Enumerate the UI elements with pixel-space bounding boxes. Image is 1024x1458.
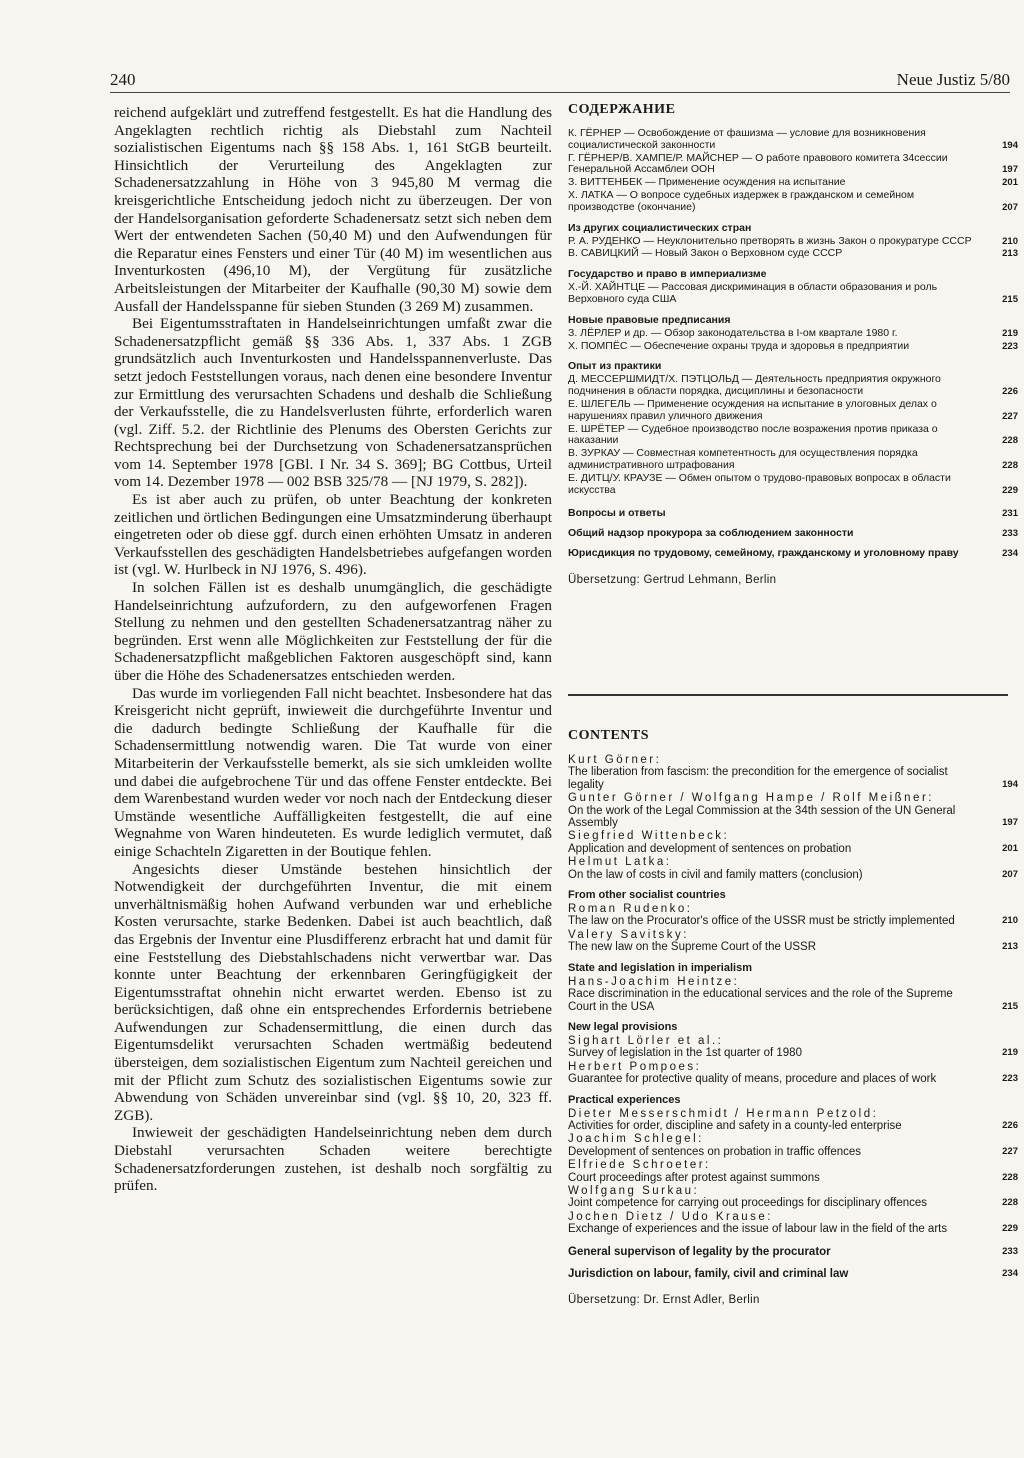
- toc-page: 234: [1002, 1268, 1018, 1279]
- toc-entry: [568, 341, 1018, 353]
- article-paragraph: reichend aufgeklärt und zutreffend festgestellt. Es hat die Handlung des Angeklagten rechtlich richtig als Diebstahl zum Nachteil sozialistischen Eigentums nach §§ 158 Abs. 1, 161 StGB beurteilt. Hinsichtlich der Verurteilung des Angeklagten zur Schadenersatzzahlung in Höhe von 3 945,80 M vermag die kreisgerichtliche Entscheidung jedoch nicht zu überzeugen. Der von der Handelsorganisation geforderte Schadenersatz setzt sich neben dem Wert der entwendeten Sachen (50,40 M) und den Aufwendungen für die Reparatur eines Fensters und einer Tür (40 M) im wesentlichen aus Inventurkosten (496,10 M), der Vergütung für zusätzliche Arbeitsleistungen der Mitarbeiter der Kaufhalle (90,30 M) sowie dem Ausfall der Handelsspanne für sieben Stunden (3 269 M) zusammen.: [114, 104, 552, 315]
- toc-entry: [568, 177, 1018, 189]
- toc-author: Hans-Joachim Heintze:: [568, 975, 740, 988]
- toc-author: Joachim Schlegel:: [568, 1133, 704, 1146]
- toc-entry: [568, 976, 1018, 1013]
- toc-entry: [568, 1268, 1018, 1280]
- page-header: [110, 70, 1010, 92]
- article-paragraph: Bei Eigentumsstraftaten in Handelseinrichtungen umfaßt zwar die Schadenersatzpflicht gemäß §§ 336 Abs. 1, 337 Abs. 1 ZGB grundsätzlich auch Inventurkosten und Handelsspannenverluste. Das setzt jedoch Feststellungen voraus, nach denen eine besondere Inventur zur Ermittlung des verursachten Schadens und deshalb die Schließung der Verkaufsstelle, die zu Handelsverlusten führte, erforderlich waren (vgl. Ziff. 5.2. der Richtlinie des Plenums des Obersten Gerichts zur Rechtsprechung bei der Durchsetzung von Schadenersatzansprüchen vom 14. September 1978 [GBl. I Nr. 34 S. 369]; BG Cottbus, Urteil vom 14. Dezember 1978 — 002 BSB 325/78 — [NJ 1979, S. 282]).: [114, 315, 552, 491]
- russian-contents-title: СОДЕРЖАНИЕ: [568, 102, 676, 117]
- article-paragraph: Es ist aber auch zu prüfen, ob unter Beachtung der konkreten zeitlichen und örtlichen Bedingungen eine Umsatzminderung überhaupt eingetreten oder ob diese ggf. durch einen erhöhten Umsatz in anderen Verkaufsstellen des geschädigten Handelsbetriebes aufgefangen worden ist (vgl. W. Hurlbeck in NJ 1976, S. 496).: [114, 491, 552, 579]
- toc-entry-text: Development of sentences on probation in traffic offences: [568, 1145, 862, 1158]
- toc-page: 229: [1002, 1223, 1018, 1235]
- toc-entry: [568, 399, 1018, 423]
- toc-page: 215: [1002, 293, 1018, 305]
- toc-page: 231: [1002, 508, 1018, 520]
- toc-entry-text: Jurisdiction on labour, family, civil and criminal law: [568, 1268, 849, 1280]
- toc-group-heading: Practical experiences: [568, 1093, 681, 1106]
- toc-page: 228: [1002, 1197, 1018, 1209]
- toc-page: 197: [1002, 164, 1018, 176]
- toc-entry-text: On the work of the Legal Commission at the 34th session of the UN General Assembly: [568, 804, 956, 830]
- translator-credit: Übersetzung: Gertrud Lehmann, Berlin: [568, 573, 777, 586]
- toc-entry-text: The liberation from fascism: the precondition for the emergence of socialist legality: [568, 766, 948, 791]
- toc-author: Valery Savitsky:: [568, 928, 689, 941]
- section-divider: [568, 694, 1008, 696]
- english-contents-title: CONTENTS: [568, 728, 650, 743]
- toc-page: 226: [1002, 386, 1018, 398]
- toc-entry: [568, 1185, 1018, 1210]
- toc-entry-text: Р. А. РУДЕНКО — Неуклонительно претворять в жизнь Закон о прокуратуре СССР: [568, 234, 972, 247]
- toc-entry: [568, 856, 1018, 881]
- toc-entry: [568, 792, 1018, 829]
- toc-entry: [568, 448, 1018, 472]
- article-paragraph: Inwieweit der geschädigten Handelseinrichtung neben dem durch Diebstahl verursachten Schaden weitere berechtigte Schadenersatzforderungen zustehen, ist deshalb noch sorgfältig zu prüfen.: [114, 1124, 552, 1195]
- article-column: [114, 104, 552, 1195]
- toc-author: Sighart Lörler et al.:: [568, 1034, 724, 1047]
- toc-entry: [568, 236, 1018, 248]
- toc-entry-text: З. ЛЁРЛЕР и др. — Обзор законодательства в I-ом квартале 1980 г.: [568, 326, 898, 339]
- toc-page: 228: [1002, 459, 1018, 471]
- toc-group-heading: New legal provisions: [568, 1020, 678, 1033]
- toc-page: 223: [1002, 340, 1018, 352]
- toc-entry-text: Е. ДИТЦ/У. КРАУЗЕ — Обмен опытом о трудово-правовых вопросах в области искусства: [568, 471, 951, 496]
- toc-group-heading: From other socialist countries: [568, 889, 726, 902]
- toc-author: Elfriede Schroeter:: [568, 1159, 711, 1172]
- article-paragraph: Das wurde im vorliegenden Fall nicht beachtet. Insbesondere hat das Kreisgericht nicht geprüft, inwieweit die durchgeführte Inventur und die dadurch bedingte Schließung der Kaufhalle für die Schadensermittlung notwendig waren. Die Tat wurde von einer Mitarbeiterin der Verkaufsstelle bemerkt, als sie sich umkleiden wollte und dabei die aufgebrochene Tür und das offene Fenster entdeckte. Bei dem Warenbestand wurden weder vor noch nach der Entdeckung dieser Umstände wesentliche Auffälligkeiten festgestellt, die auf eine Wegnahme von Waren hindeuteten. Es wurde lediglich vermutet, daß einige Schachteln Zigaretten in der Boutique fehlen.: [114, 684, 552, 860]
- toc-entry: [568, 424, 1018, 448]
- toc-entry-text: Вопросы и ответы: [568, 507, 666, 520]
- toc-entry: [568, 1246, 1018, 1258]
- toc-entry-text: Х. ПОМПЁС — Обеспечение охраны труда и здоровья в предприятии: [568, 339, 910, 352]
- toc-page: 227: [1002, 1145, 1018, 1157]
- toc-author: Kurt Görner:: [568, 754, 662, 766]
- toc-entry-text: The new law on the Supreme Court of the USSR: [568, 941, 817, 954]
- toc-page: 213: [1002, 248, 1018, 260]
- journal-title: Neue Justiz 5/80: [896, 70, 1010, 89]
- toc-author: Wolfgang Surkau:: [568, 1184, 700, 1197]
- header-rule: [110, 92, 1010, 93]
- toc-page: 197: [1002, 817, 1018, 829]
- toc-entry-text: Survey of legislation in the 1st quarter of 1980: [568, 1047, 802, 1060]
- toc-entry: [568, 374, 1018, 398]
- toc-entry: [568, 1061, 1018, 1086]
- toc-entry: [568, 153, 1018, 177]
- toc-entry-text: Joint competence for carrying out proceedings for disciplinary offences: [568, 1197, 928, 1210]
- toc-entry: [568, 190, 1018, 214]
- toc-page: 201: [1002, 842, 1018, 854]
- toc-page: 210: [1002, 915, 1018, 927]
- toc-entry-text: General supervison of legality by the procurator: [568, 1245, 831, 1258]
- english-contents: [568, 728, 1018, 1306]
- article-paragraph: Angesichts dieser Umstände bestehen hinsichtlich der Notwendigkeit der durchgeführten Inventur, die mit einem unverhältnismäßig hohen Aufwand verbunden war und erhebliche Kosten verursachte, starke Bedenken. Dabei ist auch beachtlich, daß das Ergebnis der Inventur eine Plusdifferenz erbracht hat und damit für eine Feststellung des Diebstahlschadens nicht verwertbar war. Das konnte unter Beachtung der erkennbaren Geringfügigkeit der Eigentumsstraftat ohnehin nicht erwartet werden. Ebenso ist zu berücksichtigen, daß ohne ein entsprechendes Erfordernis betriebene Aufwendungen zur Schadensermittlung, die einen durch das Eigentumsdelikt verursachten Schaden wertmäßig bedeutend übersteigen, dem sozialistischen Eigentum zum Nachteil gereichen und mit der Pflicht zum Schutz des sozialistischen Eigentums sowie zur Abwendung von Schäden unvereinbar sind (vgl. §§ 10, 20, 323 ff. ZGB).: [114, 860, 552, 1124]
- toc-entry: [568, 903, 1018, 928]
- toc-page: 210: [1002, 235, 1018, 247]
- toc-entry: [568, 754, 1018, 791]
- toc-entry: [568, 1159, 1018, 1184]
- toc-page: 194: [1002, 139, 1018, 151]
- toc-entry: [568, 1211, 1018, 1236]
- toc-entry-text: Х.-Й. ХАЙНТЦЕ — Рассовая дискриминация в области образования и роль Верховного суда США: [568, 281, 938, 305]
- toc-author: Jochen Dietz / Udo Krause:: [568, 1210, 773, 1223]
- toc-entry: [568, 508, 1018, 520]
- toc-entry: [568, 473, 1018, 497]
- toc-page: 213: [1002, 941, 1018, 953]
- toc-page: 228: [1002, 1171, 1018, 1183]
- toc-entry-text: Е. ШЛЕГЕЛЬ — Применение осуждения на испытание в улоговных делах о нарушениях правил уличного движения: [568, 397, 937, 422]
- toc-page: 207: [1002, 201, 1018, 213]
- toc-entry-text: Application and development of sentences on probation: [568, 842, 852, 855]
- toc-page: 207: [1002, 868, 1018, 880]
- toc-entry-text: В. ЗУРКАУ — Совместная компетентность для осуществления порядка административного штрафования: [568, 447, 918, 471]
- toc-group-heading: Из других социалистических стран: [568, 221, 752, 234]
- toc-author: Dieter Messerschmidt / Hermann Petzold:: [568, 1107, 879, 1120]
- toc-entry: [568, 929, 1018, 954]
- toc-entry: [568, 548, 1018, 560]
- toc-entry-text: Guarantee for protective quality of means, procedure and places of work: [568, 1073, 937, 1086]
- toc-author: Gunter Görner / Wolfgang Hampe / Rolf Meißner:: [568, 792, 934, 805]
- toc-entry: [568, 1108, 1018, 1133]
- toc-entry-text: Юрисдикция по трудовому, семейному, гражданскому и уголовному праву: [568, 546, 959, 559]
- toc-entry-text: Race discrimination in the educational services and the role of the Supreme Court in the USA: [568, 988, 953, 1013]
- toc-page: 228: [1002, 435, 1018, 447]
- russian-contents: [568, 102, 1018, 586]
- toc-entry: [568, 328, 1018, 340]
- toc-entry: [568, 830, 1018, 855]
- toc-entry-text: On the law of costs in civil and family matters (conclusion): [568, 868, 863, 881]
- toc-entry: [568, 248, 1018, 260]
- toc-entry-text: Общий надзор прокурора за соблюдением законности: [568, 527, 854, 540]
- toc-page: 219: [1002, 1047, 1018, 1059]
- toc-author: Roman Rudenko:: [568, 903, 693, 916]
- toc-page: 223: [1002, 1073, 1018, 1085]
- toc-page: 201: [1002, 177, 1018, 189]
- toc-page: 215: [1002, 1000, 1018, 1012]
- toc-entry-text: В. САВИЦКИЙ — Новый Закон о Верховном суде СССР: [568, 247, 843, 260]
- toc-entry-text: The law on the Procurator's office of the USSR must be strictly implemented: [568, 915, 955, 928]
- toc-entry: [568, 1133, 1018, 1158]
- toc-author: Helmut Latka:: [568, 856, 672, 869]
- toc-entry: [568, 128, 1018, 152]
- toc-entry: [568, 528, 1018, 540]
- toc-page: 226: [1002, 1119, 1018, 1131]
- toc-entry-text: Г. ГЁРНЕР/В. ХАМПЕ/Р. МАЙСНЕР — О работе правового комитета 34сессии Генеральной Ассамблеи ООН: [568, 151, 948, 176]
- toc-page: 234: [1002, 547, 1018, 559]
- translator-credit: Übersetzung: Dr. Ernst Adler, Berlin: [568, 1294, 760, 1307]
- toc-entry-text: Е. ШРЁТЕР — Судебное производство после возражения против приказа о наказании: [568, 422, 938, 447]
- toc-page: 219: [1002, 327, 1018, 339]
- page-number: 240: [110, 70, 136, 89]
- toc-page: 194: [1002, 778, 1018, 790]
- toc-entry-text: Court proceedings after protest against summons: [568, 1171, 820, 1184]
- toc-entry-text: Activities for order, discipline and safety in a county-led enterprise: [568, 1119, 902, 1132]
- article-paragraph: In solchen Fällen ist es deshalb unumgänglich, die geschädigte Handelseinrichtung aufzufordern, zu den aufgeworfenen Fragen Stellung zu nehmen und den gestellten Schadenersatzantrag näher zu begründen. Erst wenn alle Möglichkeiten zur Feststellung der für die Schadenersatzpflicht maßgeblichen Faktoren ausgeschöpft sind, kann über die Höhe des Schadenersatzes entschieden werden.: [114, 579, 552, 684]
- toc-entry: [568, 282, 1018, 306]
- toc-group-heading: Государство и право в империализме: [568, 268, 767, 281]
- toc-page: 227: [1002, 410, 1018, 422]
- toc-entry-text: Х. ЛАТКА — О вопросе судебных издержек в гражданском и семейном производстве (окончание): [568, 188, 915, 213]
- toc-entry-text: К. ГЁРНЕР — Освобождение от фашизма — условие для возникновения социалистической законности: [568, 127, 926, 151]
- toc-author: Herbert Pompoes:: [568, 1060, 702, 1073]
- toc-group-heading: Опыт из практики: [568, 360, 662, 373]
- toc-entry-text: З. ВИТТЕНБЕК — Применение осуждения на испытание: [568, 176, 846, 189]
- toc-page: 233: [1002, 1245, 1018, 1257]
- toc-group-heading: Новые правовые предписания: [568, 313, 731, 326]
- toc-entry: [568, 1035, 1018, 1060]
- toc-page: 233: [1002, 528, 1018, 540]
- toc-entry-text: Exchange of experiences and the issue of labour law in the field of the arts: [568, 1223, 948, 1236]
- toc-entry-text: Д. МЕССЕРШМИДТ/Х. ПЭТЦОЛЬД — Деятельность предприятия окружного подчинения в области порядка, дисциплины и безопасности: [568, 373, 941, 398]
- toc-author: Siegfried Wittenbeck:: [568, 830, 730, 843]
- toc-page: 229: [1002, 484, 1018, 496]
- toc-group-heading: State and legislation in imperialism: [568, 961, 752, 974]
